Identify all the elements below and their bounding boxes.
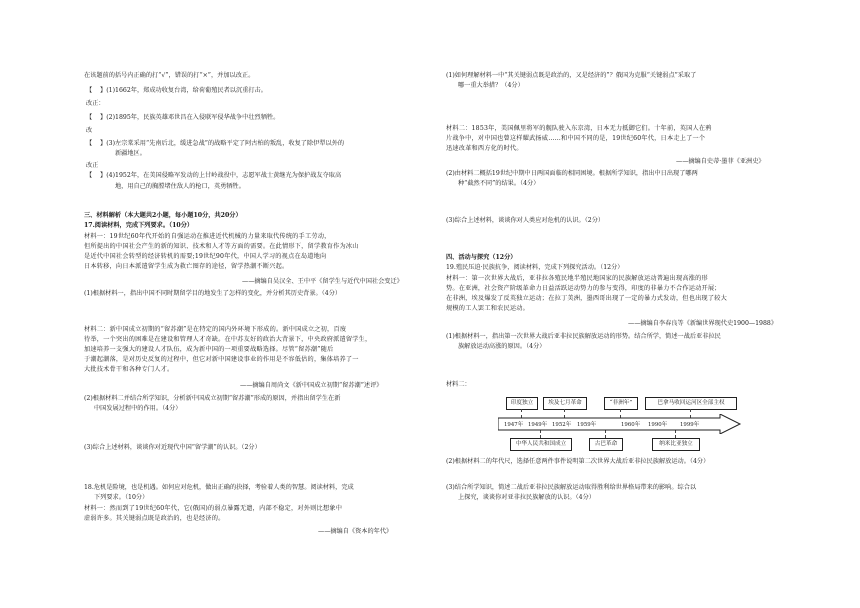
timeline-event-africa-year: “非洲年” — [604, 397, 638, 410]
timeline-year: 1949年 — [528, 422, 548, 428]
q18-question-1-cont: 哪一重大举措？（4分） — [458, 82, 524, 89]
timeline-year: 1960年 — [621, 422, 641, 428]
q18-question-2-cont: 种“截然不同”的结果。（4分） — [458, 180, 540, 187]
material-2-label: 材料二： — [446, 381, 471, 388]
section-3-title: 三、材料解析（本大题共2小题，每小题10分，共20分） — [84, 212, 242, 219]
timeline-year: 1959年 — [577, 422, 597, 428]
judge-item-3-text: (3)左宗棠采用“先南后北，缓进急战”的战略平定了阿古柏的叛乱，收复了除伊犁以外的 — [106, 140, 345, 147]
timeline-year: 1947年 — [504, 422, 524, 428]
judge-item-2-fix: 改 — [86, 127, 93, 134]
q19-title: 19.殖民压迫·民族抗争，阅读材料，完成下列探究活动。（12分） — [446, 264, 624, 271]
judge-item-4: 【 】(4)1952年，在美国侵略军发动的上甘岭战役中，志愿军战士黄继光为保护战友夺取高 — [86, 172, 342, 179]
q18-title: 18.危机是险境，也是机遇。如何应对危机，做出正确的抉择，考验着人类的智慧。阅读材料，完成 — [84, 484, 354, 491]
q18-title-cont: 下列要求。（10分） — [94, 494, 149, 501]
section-4-title: 四、活动与探究（12分） — [446, 254, 517, 261]
q17-question-3: (3)综合上述材料，谈谈你对近现代中国“留学潮”的认识。（2分） — [84, 444, 261, 451]
q17-title: 17.阅读材料，完成下列要求。（10分） — [84, 222, 194, 229]
timeline-year: 1999年 — [680, 422, 700, 428]
timeline-event-egypt: 埃及七月革命 — [543, 397, 587, 410]
q19-question-3-cont: 上探究，谈谈你对亚非拉民族解放的认识。（4分） — [458, 494, 595, 501]
judge-item-2-text: (2)1895年，民族英雄邓世昌在入侵联军侵华战争中壮烈牺牲。 — [106, 114, 280, 121]
timeline-event-namibia: 纳米比亚独立 — [652, 438, 700, 451]
judge-item-2: 【 】(2)1895年，民族英雄邓世昌在入侵联军侵华战争中壮烈牺牲。 — [86, 114, 280, 121]
q19-question-1-cont: 族解放运动高涨的原因。（4分） — [458, 343, 546, 350]
judge-item-4-text: (4)1952年，在美国侵略军发动的上甘岭战役中，志愿军战士黄继光为保护战友夺取高 — [106, 172, 342, 179]
timeline-event-prc: 中华人民共和国成立 — [510, 438, 572, 451]
q18-question-2: (2)由材料二概括19世纪中期中日两国面临的相同困境。根据所学知识，指出中日出现了哪两 — [446, 170, 698, 177]
q17-question-2-cont: 中国发展过程中的作用。（4分） — [94, 405, 182, 412]
q17-question-1: (1)根据材料一，指出中国不同时期留学目的地发生了怎样的变化，并分析其历史背景。（4分） — [84, 290, 342, 297]
judge-item-1-text: (1)1662年，郑成功收复台湾，给荷葡殖民者以沉重打击。 — [106, 87, 267, 94]
q19-question-2: (2)根据材料二的年代尺，选择任意两件事件说明第二次世界大战后亚非拉民族解放运动。（4分） — [446, 458, 710, 465]
timeline-event-panama: 巴拿马收回运河区全部主权 — [645, 397, 737, 410]
q18-material-1: 材料一：然而到了19世纪60年代，它(俄国)的弱点暴露无遗，内部不稳定，对外则比想象中 — [84, 505, 343, 512]
judge-item-3-fix: 改正 — [86, 162, 99, 169]
judge-item-1: 【 】(1)1662年，郑成功收复台湾，给荷葡殖民者以沉重打击。 — [86, 87, 267, 94]
timeline-event-cuba: 古巴革命 — [589, 438, 623, 451]
judge-item-3: 【 】(3)左宗棠采用“先南后北，缓进急战”的战略平定了阿古柏的叛乱，收复了除伊犁以外的 — [86, 140, 345, 147]
q18-question-1: (1)如何理解材料一中“其关键弱点既是政治的，又是经济的”？俄国为克服“关键弱点”采取了 — [446, 72, 697, 79]
timeline-year: 1990年 — [648, 422, 668, 428]
q18-material-1-cont: 虚弱许多。其关键弱点既是政治的，也是经济的。 — [84, 515, 225, 522]
q18-source-2: ——摘编自史蒂·墨菲《亚洲史》 — [676, 158, 765, 165]
timeline-event-india: 印度独立 — [506, 397, 538, 410]
q17-question-2: (2)根据材料二并结合所学知识，分析新中国成立初期“留苏潮”形成的原因，并指出留学生在新 — [84, 395, 341, 402]
q18-question-3: (3)综合上述材料，谈谈你对人类应对危机的认识。（2分） — [446, 217, 605, 224]
timeline-year: 1952年 — [552, 422, 572, 428]
q18-source-1: ——摘编自《资本的年代》 — [318, 528, 393, 535]
judge-item-1-fix: 改正： — [86, 100, 105, 107]
q19-question-3: (3)结合所学知识，简述二战后亚非拉民族解放运动取得胜利给世界格局带来的影响。综合以 — [446, 484, 697, 491]
q19-question-1: (1)根据材料一，指出第一次世界大战后亚非拉民族解放运动的形势。结合所学，简述一战后亚非拉民 — [446, 333, 721, 340]
judge-item-3-cont: 新疆地区。 — [115, 150, 146, 157]
q17-source-1: ——摘编自吴汉全、王中平《留学生与近代中国社会变迁》 — [242, 278, 403, 285]
q17-source-2: ——摘编自周尚文《新中国成立初期“留苏潮”述评》 — [240, 382, 383, 389]
q19-source-1: ——摘编自李春良等《新编世界现代史1900—1988》 — [628, 320, 778, 327]
judge-intro: 在该题前的括号内正确的打“√”，错误的打“×”，并加以改正。 — [84, 72, 255, 79]
judge-item-4-cont: 地，用自己的胸膛堵住敌人的枪口，英勇牺牲。 — [115, 183, 245, 190]
